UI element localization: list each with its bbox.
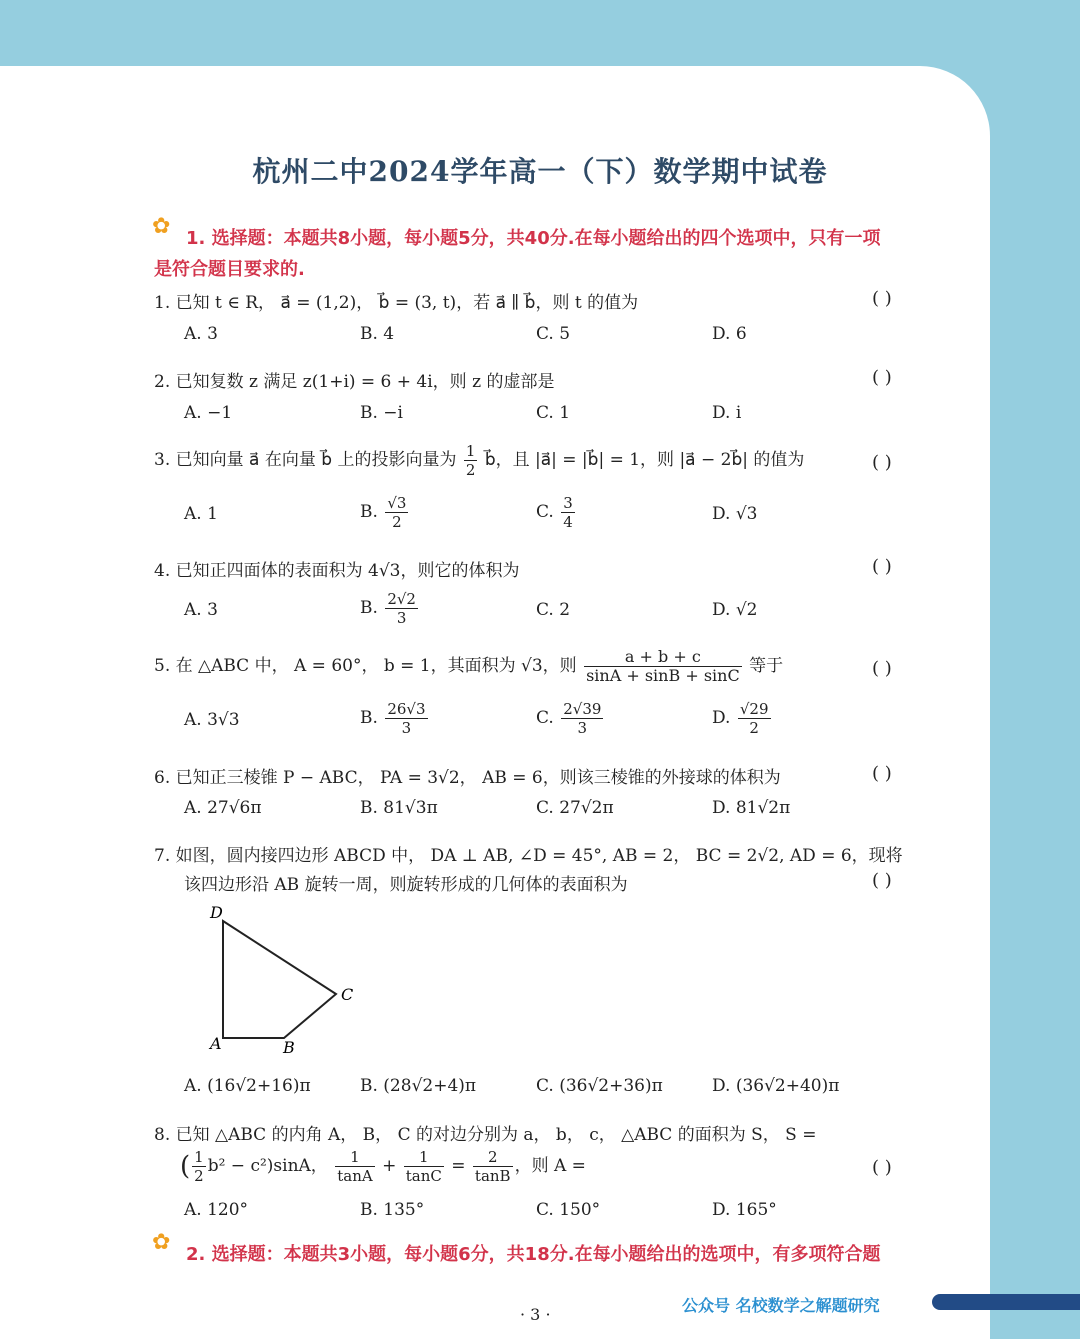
denominator: 3 bbox=[577, 719, 588, 737]
fraction bbox=[385, 590, 418, 627]
question-3-stem bbox=[154, 442, 804, 479]
fraction bbox=[561, 700, 603, 737]
numerator: 1 bbox=[404, 1148, 444, 1167]
option-label: B. bbox=[360, 502, 378, 522]
option-d bbox=[712, 700, 773, 737]
denominator: 2 bbox=[392, 513, 402, 531]
numerator: 3 bbox=[563, 494, 573, 512]
option-d: D. 6 bbox=[712, 324, 747, 344]
option-c: C. 27√2π bbox=[536, 798, 614, 818]
fraction bbox=[561, 494, 575, 531]
formula-part: b² − c²)sinA， bbox=[207, 1156, 328, 1176]
fraction bbox=[584, 648, 742, 685]
fraction bbox=[738, 700, 771, 737]
answer-paren: ( ) bbox=[872, 288, 892, 309]
numerator: √29 bbox=[739, 700, 769, 718]
option-a: A. 3 bbox=[184, 324, 218, 344]
page-title: 杭州二中2024学年高一（下）数学期中试卷 bbox=[252, 155, 828, 188]
option-b: B. 81√3π bbox=[360, 798, 438, 818]
denominator: 2 bbox=[194, 1167, 204, 1185]
denominator: 2 bbox=[465, 461, 476, 479]
option-d: D. (36√2+40)π bbox=[712, 1076, 840, 1096]
option-d: D. 81√2π bbox=[712, 798, 791, 818]
section1-line2: 是符合题目要求的. bbox=[154, 259, 305, 280]
option-a: A. 1 bbox=[184, 504, 218, 524]
numerator: 1 bbox=[194, 1148, 204, 1166]
answer-paren: ( ) bbox=[872, 452, 892, 473]
answer-paren: ( ) bbox=[872, 763, 892, 784]
paren-open: ( bbox=[180, 1151, 191, 1182]
answer-paren: ( ) bbox=[872, 1157, 892, 1178]
answer-paren: ( ) bbox=[872, 658, 892, 679]
option-a: A. 27√6π bbox=[184, 798, 262, 818]
option-c: C. 150° bbox=[536, 1200, 601, 1220]
denominator: tanC bbox=[405, 1167, 442, 1185]
numerator: 2 bbox=[473, 1148, 513, 1167]
option-c bbox=[536, 494, 577, 531]
question-6-stem: 6. 已知正三棱锥 P − ABC， PA = 3√2， AB = 6，则该三棱锥的外接球的体积为 bbox=[154, 768, 781, 788]
option-b bbox=[360, 700, 430, 737]
option-b: B. 4 bbox=[360, 324, 395, 344]
denominator: tanA bbox=[337, 1167, 373, 1185]
question-1-stem: 1. 已知 t ∈ R， a⃗ = (1,2)， b⃗ = (3, t)，若 a⃗ ∥ b⃗，则 t 的值为 bbox=[154, 293, 639, 313]
option-b: B. −i bbox=[360, 403, 403, 423]
option-b bbox=[360, 494, 410, 531]
stem-part: 3. 已知向量 a⃗ 在向量 b⃗ 上的投影向量为 bbox=[154, 450, 457, 470]
denominator: 3 bbox=[396, 609, 407, 627]
option-a: A. −1 bbox=[184, 403, 233, 423]
option-c: C. 1 bbox=[536, 403, 571, 423]
footer-wechat: 公众号 名校数学之解题研究 bbox=[682, 1296, 880, 1315]
option-label: B. bbox=[360, 598, 378, 618]
footer-bar bbox=[932, 1294, 1080, 1310]
option-b: B. (28√2+4)π bbox=[360, 1076, 477, 1096]
equals-sign: = bbox=[451, 1156, 466, 1176]
fraction bbox=[473, 1148, 513, 1185]
denominator: tanB bbox=[474, 1167, 511, 1185]
question-8-stem: 8. 已知 △ABC 的内角 A， B， C 的对边分别为 a， b， c， △ABC 的面积为 S， S = bbox=[154, 1125, 817, 1145]
question-7-stem-line2: 该四边形沿 AB 旋转一周，则旋转形成的几何体的表面积为 bbox=[184, 875, 628, 895]
numerator: √3 bbox=[387, 494, 407, 512]
option-a: A. 3 bbox=[184, 600, 218, 620]
option-d: D. √2 bbox=[712, 600, 758, 620]
fraction bbox=[335, 1148, 374, 1185]
vertex-label-a: A bbox=[210, 1034, 222, 1053]
option-a: A. (16√2+16)π bbox=[184, 1076, 311, 1096]
option-a: A. 120° bbox=[184, 1200, 249, 1220]
fraction bbox=[192, 1148, 206, 1185]
vertex-label-c: C bbox=[341, 985, 354, 1004]
page-number: · 3 · bbox=[520, 1305, 551, 1324]
question-8-formula bbox=[180, 1148, 586, 1185]
question-4-stem: 4. 已知正四面体的表面积为 4√3，则它的体积为 bbox=[154, 561, 520, 581]
option-c: C. (36√2+36)π bbox=[536, 1076, 663, 1096]
question-2-stem: 2. 已知复数 z 满足 z(1+i) = 6 + 4i，则 z 的虚部是 bbox=[154, 372, 555, 392]
section1-line1: 1. 选择题：本题共8小题，每小题5分，共40分.在每小题给出的四个选项中，只有一项 bbox=[186, 228, 881, 249]
flower-icon: ✿ bbox=[152, 214, 171, 239]
numerator: 1 bbox=[335, 1148, 374, 1167]
numerator: 1 bbox=[465, 442, 476, 460]
option-label: C. bbox=[536, 502, 554, 522]
option-b bbox=[360, 590, 420, 627]
fraction bbox=[404, 1148, 444, 1185]
option-label: B. bbox=[360, 708, 378, 728]
numerator: 26√3 bbox=[387, 700, 426, 718]
vertex-label-b: B bbox=[283, 1038, 295, 1057]
fraction bbox=[385, 700, 427, 737]
option-a: A. 3√3 bbox=[184, 710, 240, 730]
option-c: C. 2 bbox=[536, 600, 571, 620]
option-label: C. bbox=[536, 708, 554, 728]
section2-header: 2. 选择题：本题共3小题，每小题6分，共18分.在每小题给出的选项中，有多项符合题 bbox=[186, 1244, 881, 1265]
quadrilateral-abcd bbox=[223, 921, 336, 1038]
option-d: D. 165° bbox=[712, 1200, 777, 1220]
quadrilateral-figure bbox=[200, 900, 370, 1060]
numerator: 2√39 bbox=[563, 700, 602, 718]
answer-paren: ( ) bbox=[872, 556, 892, 577]
stem-part: 5. 在 △ABC 中， A = 60°， b = 1，其面积为 √3，则 bbox=[154, 656, 577, 676]
plus-sign: + bbox=[382, 1156, 397, 1176]
stem-part: b⃗，且 |a⃗| = |b⃗| = 1，则 |a⃗ − 2b⃗| 的值为 bbox=[484, 450, 805, 470]
option-label: D. bbox=[712, 708, 731, 728]
fraction bbox=[464, 442, 478, 479]
denominator: 4 bbox=[563, 513, 573, 531]
option-d: D. i bbox=[712, 403, 742, 423]
option-d: D. √3 bbox=[712, 504, 758, 524]
question-7-stem: 7. 如图，圆内接四边形 ABCD 中， DA ⊥ AB, ∠D = 45°, AB = 2， BC = 2√2, AD = 6，现将 bbox=[154, 846, 903, 866]
numerator: a + b + c bbox=[584, 648, 742, 667]
denominator: sinA + sinB + sinC bbox=[586, 666, 740, 685]
flower-icon: ✿ bbox=[152, 1230, 171, 1255]
vertex-label-d: D bbox=[210, 903, 223, 922]
fraction bbox=[385, 494, 408, 531]
denominator: 2 bbox=[749, 719, 759, 737]
option-c bbox=[536, 700, 605, 737]
formula-part: ，则 A = bbox=[514, 1156, 586, 1176]
stem-part: 等于 bbox=[749, 656, 784, 676]
option-c: C. 5 bbox=[536, 324, 571, 344]
numerator: 2√2 bbox=[387, 590, 416, 608]
denominator: 3 bbox=[401, 719, 412, 737]
answer-paren: ( ) bbox=[872, 367, 892, 388]
answer-paren: ( ) bbox=[872, 870, 892, 891]
question-5-stem bbox=[154, 648, 783, 685]
option-b: B. 135° bbox=[360, 1200, 425, 1220]
